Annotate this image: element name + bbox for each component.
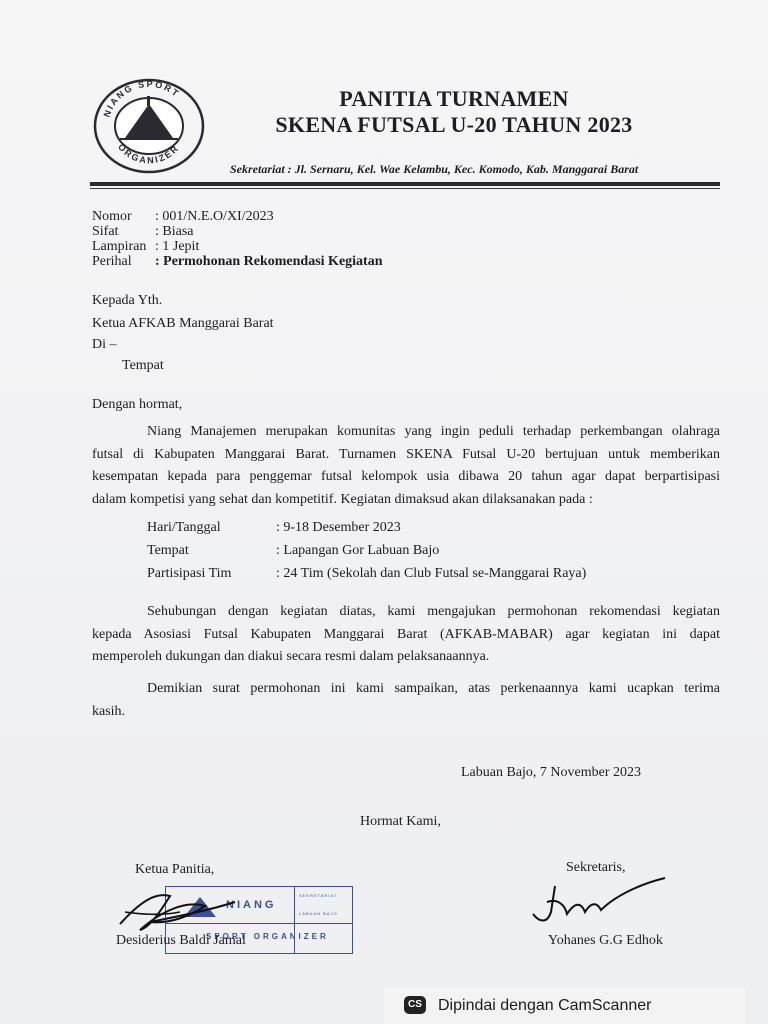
organizer-logo [90,78,208,174]
paragraph-line: memperoleh dukungan dan diakui secara resmi dalam pelaksanaannya. [92,649,490,664]
regards: Hormat Kami, [360,814,441,829]
sifat-value: : Biasa [155,224,194,239]
paragraph-line: dalam kompetisi yang sehat dan kompetitif. Kegiatan dimaksud akan dilaksanakan pada : [92,491,593,507]
detail-label: Partisipasi Tim [147,566,232,581]
paragraph-request [92,601,720,669]
paragraph-closing [92,678,720,723]
svg-text:NIANG SPORT: NIANG SPORT [101,78,182,119]
nomor-value: : 001/N.E.O/XI/2023 [155,209,274,224]
secretariat-address: Sekretariat : Jl. Sernaru, Kel. Wae Kelambu, Kec. Komodo, Kab. Manggarai Barat [230,162,639,176]
place-date: Labuan Bajo, 7 November 2023 [461,765,642,780]
paragraph-line: Demikian surat permohonan ini kami sampaikan, atas perkenaannya kami ucapkan terima [147,681,720,696]
paragraph-intro [92,421,720,511]
detail-value: : Lapangan Gor Labuan Bajo [276,543,440,558]
paragraph-line: Niang Manajemen merupakan komunitas yang ingin peduli terhadap perkembangan olahraga [147,424,720,439]
detail-value: : 24 Tim (Sekolah dan Club Futsal se-Manggarai Raya) [276,566,587,581]
header-divider-thick [90,182,720,186]
stamp-name: NIANG [226,899,277,911]
stamp-subtitle: SPORT ORGANIZER [206,932,329,941]
paragraph-line: kesempatan kepada para penggemar futsal kelompok usia dibawa 20 tahun agar dapat berpartisipasi [92,469,720,484]
paragraph-line: Sehubungan dengan kegiatan diatas, kami mengajukan permohonan rekomendasi kegiatan [147,604,720,619]
recipient-line-4: Tempat [122,358,164,373]
stamp-side-text: SEKRETARIAT [299,893,338,898]
svg-text:ORGANIZER: ORGANIZER [116,141,182,166]
header-divider-thin [90,188,720,189]
title-line-1: PANITIA TURNAMEN [339,86,569,111]
paragraph-line: kasih. [92,703,126,719]
camscanner-icon: CS [404,996,426,1014]
perihal-value: : Permohonan Rekomendasi Kegiatan [155,254,383,269]
title-line-2: SKENA FUTSAL U-20 TAHUN 2023 [275,112,633,137]
detail-value: : 9-18 Desember 2023 [276,520,401,535]
left-signatory-role: Ketua Panitia, [135,862,215,877]
detail-label: Hari/Tanggal [147,520,221,535]
logo-emblem-icon [90,78,208,174]
paragraph-line: kepada Asosiasi Futsal Kabupaten Manggarai Barat (AFKAB-MABAR) agar kegiatan ini dapat [92,626,720,642]
right-signatory-name: Yohanes G.G Edhok [548,933,663,948]
detail-label: Tempat [147,543,189,558]
recipient-line-1: Kepada Yth. [92,293,163,308]
recipient-line-2: Ketua AFKAB Manggarai Barat [92,316,274,331]
camscanner-watermark [384,988,746,1024]
recipient-line-3: Di – [92,337,117,352]
nomor-label: Nomor [92,209,132,224]
right-signatory-role: Sekretaris, [566,860,626,875]
perihal-label: Perihal [92,254,132,269]
camscanner-text: Dipindai dengan CamScanner [438,997,652,1014]
stamp-side-panel [294,887,351,953]
sifat-label: Sifat [92,224,119,239]
lampiran-value: : 1 Jepit [155,239,200,254]
greeting: Dengan hormat, [92,397,183,412]
right-signature-icon [525,872,670,932]
stamp-side-text: LABUAN BAJO [299,911,338,916]
paragraph-line: futsal di Kabupaten Manggarai Barat. Turnamen SKENA Futsal U-20 bertujuan untuk memberikan [92,446,720,462]
left-signatory-name: Desiderius Baldi Jamal [116,933,246,948]
lampiran-label: Lampiran [92,239,147,254]
